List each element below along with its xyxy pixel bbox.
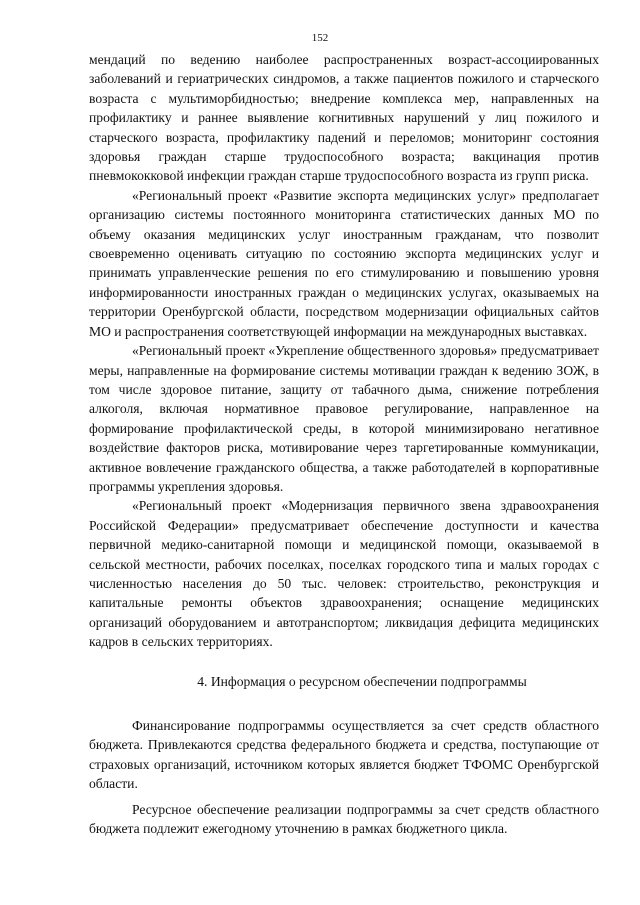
section-heading: 4. Информация о ресурсном обеспечении подпрограммы: [197, 673, 527, 689]
paragraph-financing: Финансирование подпрограммы осуществляется за счет средств областного бюджета. Привлекаются средства федерального бюджета и средства, поступающие от страховых организаций, источником которых является бюджет ТФОМС Оренбургской области.: [89, 718, 599, 792]
page-number: 152: [311, 32, 329, 44]
paragraph-continuation: мендаций по ведению наиболее распространенных возраст-ассоциированных заболеваний и гериатрических синдромов, а также пациентов пожилого и старческого возраста с мультиморбидностью; внедрение комплекса мер, направленных на профилактику и раннее выявление когнитивных нарушений у лиц пожилого и старческого возраста, профилактику падений и переломов; мониторинг состояния здоровья граждан старше трудоспособного возраста; вакцинация против пневмококковой инфекции граждан старше трудоспособного возраста из групп риска.: [89, 52, 599, 184]
paragraph-public-health: «Региональный проект «Укрепление общественного здоровья» предусматривает меры, направленные на формирование системы мотивации граждан к ведению ЗОЖ, в том числе здоровое питание, защиту от табачного дыма, снижение потребления алкоголя, включая нормативное правовое регулирование, направленное на формирование профилактической среды, в которой минимизировано негативное воздействие факторов риска, мотивирование через таргетированные коммуникации, активное вовлечение гражданского общества, а также работодателей в корпоративные программы укрепления здоровья.: [89, 343, 599, 494]
paragraph-resource-provision: Ресурсное обеспечение реализации подпрограммы за счет средств областного бюджета подлежит ежегодному уточнению в рамках бюджетного цикла.: [89, 801, 599, 837]
document-body: [89, 50, 599, 838]
paragraph-primary-care-modernization: «Региональный проект «Модернизация первичного звена здравоохранения Российской Федерации» предусматривает обеспечение доступности и качества первичной медико-санитарной помощи и медицинской помощи, оказываемой в сельской местности, рабочих поселках, поселках городского типа и малых городах с численностью населения до 50 тыс. человек: строительство, реконструкция и капитальные ремонты объектов здравоохранения; оснащение медицинских организаций оборудованием и автотранспортом; ликвидация дефицита медицинских кадров в сельских территориях.: [89, 498, 599, 650]
paragraph-export-medical-services: «Региональный проект «Развитие экспорта медицинских услуг» предполагает организацию системы постоянного мониторинга статистических данных МО по объему оказания медицинских услуг иностранным гражданам, что позволит своевременно оценивать ситуацию по состоянию экспорта медицинских услуг и принимать управленческие решения по его стимулированию и повышению уровня информированности иностранных граждан о медицинских услугах, оказываемых на территории Оренбургской области, посредством модернизации официальных сайтов МО и распространения соответствующей информации на международных выставках.: [89, 187, 599, 339]
